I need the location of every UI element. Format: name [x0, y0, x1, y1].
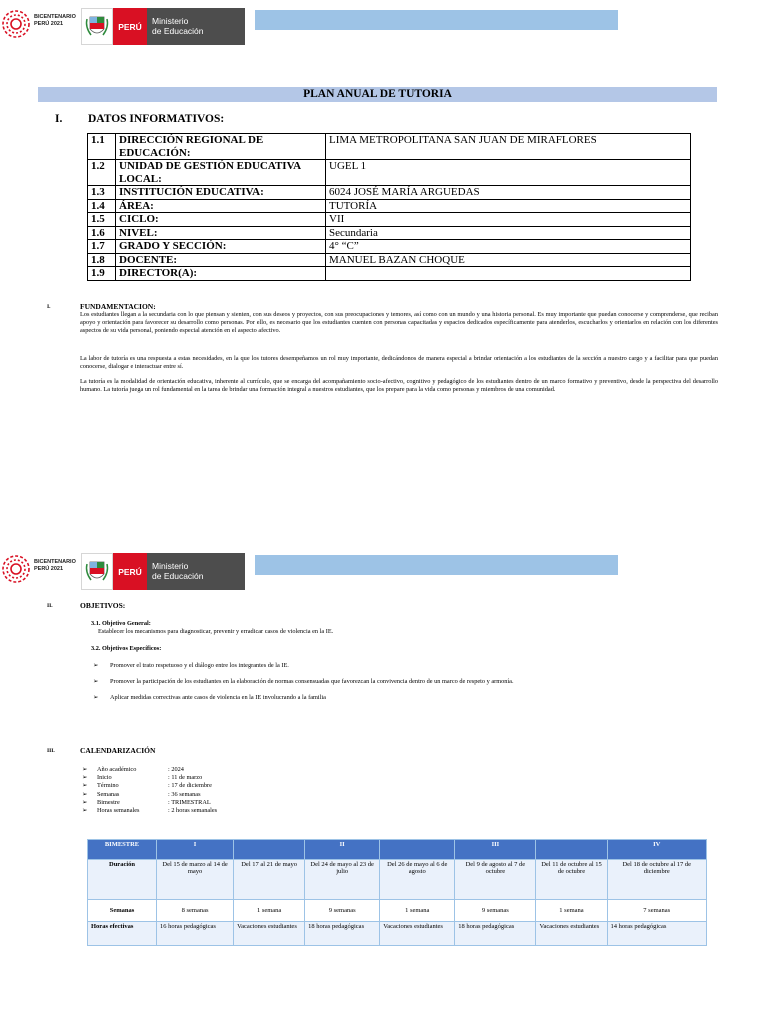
calendar-cell: Vacaciones estudiantes [536, 922, 607, 946]
datos-heading: DATOS INFORMATIVOS: [88, 113, 225, 125]
bullet-arrow-icon: ➢ [82, 782, 88, 790]
calendar-cell: 14 horas pedagógicas [607, 922, 707, 946]
fundamentacion-p3: La tutoría es la modalidad de orientación educativa, inherente al currículo, que se encarga del acompañamiento socio-afectivo, cognitivo y pedagógico de los estudiantes dentro de un marco formativo y preventivo, desde la perspectiva del desarrollo humano. La tutoría juega un rol fundamental en la tarea de brindar una formación integral a nuestros estudiantes, que los prepare para la vida como personas y miembros de una comunidad. [80, 378, 718, 394]
calendarizacion-label: Bimestre [97, 798, 120, 806]
page-header-1 [0, 0, 768, 46]
datos-value: 4° “C” [326, 240, 691, 254]
objetivo-general-label: 3.1. Objetivo General: [91, 620, 151, 627]
objetivos-roman: II. [47, 603, 53, 609]
objetivo-general-text: Establecer los mecanismos para diagnosticar, prevenir y erradicar casos de violencia en la IE. [98, 628, 334, 635]
peru-shield-icon [82, 9, 112, 44]
datos-label: DIRECCIÓN REGIONAL DE EDUCACIÓN: [116, 134, 326, 160]
datos-num: 1.7 [88, 240, 116, 254]
calendar-header-cell [234, 840, 305, 860]
datos-row [88, 186, 691, 200]
objetivos-especificos-label: 3.2. Objetivos Específicos: [91, 645, 162, 652]
datos-row [88, 267, 691, 281]
bullet-arrow-icon: ➢ [93, 662, 99, 669]
datos-num: 1.8 [88, 253, 116, 267]
calendar-cell: 9 semanas [305, 900, 380, 922]
datos-label: DIRECTOR(A): [116, 267, 326, 281]
calendarizacion-value: : 36 semanas [168, 790, 201, 798]
calendarizacion-value: : 17 de diciembre [168, 782, 212, 790]
calendar-cell: Del 17 al 21 de mayo [234, 860, 305, 900]
datos-num: 1.5 [88, 213, 116, 227]
calendar-cell: 18 horas pedagógicas [455, 922, 536, 946]
bullet-arrow-icon: ➢ [82, 798, 88, 806]
calendarizacion-label: Inicio [97, 774, 112, 782]
calendarizacion-value: : 2024 [168, 766, 184, 773]
datos-row [88, 240, 691, 254]
peru-label: PERÚ [113, 8, 147, 45]
minedu-logo [81, 8, 245, 45]
calendar-header-cell [380, 840, 455, 860]
calendar-header-cell [536, 840, 607, 860]
datos-label: INSTITUCIÓN EDUCATIVA: [116, 186, 326, 200]
calendar-cell: Vacaciones estudiantes [234, 922, 305, 946]
datos-value: 6024 JOSÉ MARÍA ARGUEDAS [326, 186, 691, 200]
calendar-header-cell: II [305, 840, 380, 860]
datos-value: UGEL 1 [326, 160, 691, 186]
ministerio-label: Ministerio de Educación [147, 553, 245, 590]
datos-label: UNIDAD DE GESTIÓN EDUCATIVA LOCAL: [116, 160, 326, 186]
bicentenario-label: BICENTENARIO PERÚ 2021 [34, 559, 76, 572]
fundamentacion-p2: La labor de tutoría es una respuesta a estas necesidades, en la que los tutores desempeñamos un rol muy importante, dedicándonos de manera especial a brindar orientación a los estudiantes de la sección a nuestro cargo y a facilitar para que puedan conocerse, dialogar e interactuar entre sí. [80, 355, 718, 371]
bullet-arrow-icon: ➢ [82, 790, 88, 798]
datos-row [88, 226, 691, 240]
datos-value: VII [326, 213, 691, 227]
datos-value: LIMA METROPOLITANA SAN JUAN DE MIRAFLORES [326, 134, 691, 160]
ministerio-label: Ministerio de Educación [147, 8, 245, 45]
datos-value: Secundaria [326, 226, 691, 240]
calendarizacion-label: Término [97, 782, 119, 790]
peru-shield-icon [82, 554, 112, 589]
datos-num: 1.3 [88, 186, 116, 200]
datos-row [88, 160, 691, 186]
objetivo-item: Promover el trato respetuoso y el diálogo entre los integrantes de la IE. [110, 662, 289, 669]
bullet-arrow-icon: ➢ [82, 766, 88, 773]
calendar-cell: 18 horas pedagógicas [305, 922, 380, 946]
calendar-header-row [88, 840, 707, 860]
datos-value: MANUEL BAZAN CHOQUE [326, 253, 691, 267]
calendar-cell: Del 11 de octubre al 15 de octubre [536, 860, 607, 900]
datos-row [88, 253, 691, 267]
datos-num: 1.9 [88, 267, 116, 281]
calendar-cell: 1 semana [536, 900, 607, 922]
calendarizacion-heading: CALENDARIZACIÓN [80, 746, 156, 755]
datos-num: 1.2 [88, 160, 116, 186]
calendarizacion-roman: III. [47, 748, 55, 754]
bullet-arrow-icon: ➢ [93, 694, 99, 701]
datos-row [88, 134, 691, 160]
bullet-arrow-icon: ➢ [82, 774, 88, 782]
datos-num: 1.1 [88, 134, 116, 160]
bicentenario-logo-icon [0, 8, 32, 40]
datos-label: DOCENTE: [116, 253, 326, 267]
datos-label: NIVEL: [116, 226, 326, 240]
calendar-row-label: Duración [88, 860, 157, 900]
bullet-arrow-icon: ➢ [93, 678, 99, 685]
calendar-cell: 1 semana [234, 900, 305, 922]
datos-roman: I. [55, 113, 63, 125]
calendar-cell: 9 semanas [455, 900, 536, 922]
calendar-cell: 8 semanas [157, 900, 234, 922]
calendar-header-cell: BIMESTRE [88, 840, 157, 860]
header-blue-bar [255, 555, 618, 575]
calendarizacion-label: Semanas [97, 790, 120, 798]
datos-label: GRADO Y SECCIÓN: [116, 240, 326, 254]
objetivos-heading: OBJETIVOS: [80, 601, 126, 610]
datos-table [87, 133, 691, 281]
datos-num: 1.6 [88, 226, 116, 240]
calendar-cell: 1 semana [380, 900, 455, 922]
calendar-cell: 7 semanas [607, 900, 707, 922]
page-title: PLAN ANUAL DE TUTORIA [38, 87, 717, 102]
calendar-cell: 16 horas pedagógicas [157, 922, 234, 946]
calendar-row-label: Horas efectivas [88, 922, 157, 946]
bicentenario-label: BICENTENARIO PERÚ 2021 [34, 14, 76, 27]
calendarizacion-table [87, 839, 707, 946]
calendar-cell: Vacaciones estudiantes [380, 922, 455, 946]
datos-num: 1.4 [88, 199, 116, 213]
header-blue-bar [255, 10, 618, 30]
calendar-row-label: Semanas [88, 900, 157, 922]
objetivo-item: Promover la participación de los estudiantes en la elaboración de normas consensuadas que favorezcan la convivencia dentro de un marco de respeto y armonía. [110, 678, 514, 685]
calendarizacion-label: Horas semanales [97, 807, 140, 814]
calendar-duracion-row [88, 860, 707, 900]
objetivo-item: Aplicar medidas correctivas ante casos de violencia en la IE involucrando a la familia [110, 694, 326, 701]
calendar-header-cell: IV [607, 840, 707, 860]
calendar-cell: Del 24 de mayo al 23 de julio [305, 860, 380, 900]
datos-value [326, 267, 691, 281]
page-header-2 [0, 545, 768, 591]
calendarizacion-label: Año académico [97, 766, 137, 773]
calendarizacion-value: : 2 horas semanales [168, 807, 218, 814]
calendarizacion-value: : TRIMESTRAL [168, 798, 211, 806]
calendar-cell: Del 9 de agosto al 7 de octubre [455, 860, 536, 900]
fundamentacion-heading: FUNDAMENTACION: [80, 302, 156, 311]
fundamentacion-p1: Los estudiantes llegan a la secundaria con lo que piensan y sienten, con sus deseos y proyectos, con sus preocupaciones y temores, así como con un mundo y una historia personal. Es muy importante que puedan conocerse y comprenderse, que reciban apoyo y orientación para favorecer su desarrollo como personas. Por ello, es necesario que los estudiantes cuenten con personas capacitadas y espacios dedicados específicamente para atenderlos, escucharlos y orientarlos en relación con los diferentes aspectos de su vida personal, poniendo especial atención en el aspecto afectivo. [80, 311, 718, 335]
datos-row [88, 199, 691, 213]
calendar-header-cell: I [157, 840, 234, 860]
datos-label: ÁREA: [116, 199, 326, 213]
calendar-cell: Del 15 de marzo al 14 de mayo [157, 860, 234, 900]
fundamentacion-roman: I. [47, 304, 51, 310]
datos-label: CICLO: [116, 213, 326, 227]
calendar-cell: Del 26 de mayo al 6 de agosto [380, 860, 455, 900]
calendar-horas-row [88, 922, 707, 946]
bicentenario-logo-icon [0, 553, 32, 585]
calendar-semanas-row [88, 900, 707, 922]
minedu-logo [81, 553, 245, 590]
calendar-header-cell: III [455, 840, 536, 860]
datos-value: TUTORÍA [326, 199, 691, 213]
peru-label: PERÚ [113, 553, 147, 590]
bullet-arrow-icon: ➢ [82, 807, 88, 814]
calendarizacion-value: : 11 de marzo [168, 774, 203, 782]
calendar-cell: Del 18 de octubre al 17 de diciembre [607, 860, 707, 900]
datos-row [88, 213, 691, 227]
